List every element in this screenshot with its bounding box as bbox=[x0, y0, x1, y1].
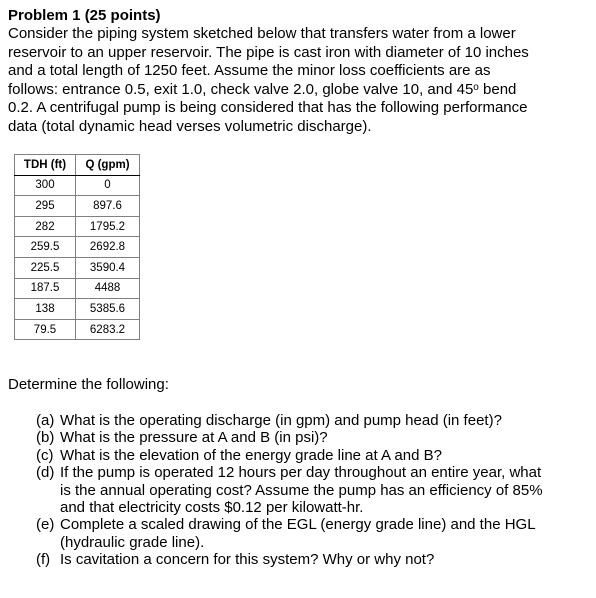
determine-heading: Determine the following: bbox=[8, 376, 169, 393]
question-line: What is the pressure at A and B (in psi)? bbox=[60, 429, 328, 447]
question-line: (hydraulic grade line). bbox=[60, 533, 205, 551]
statement-line-with-degree bbox=[8, 81, 593, 100]
question-label: (e) bbox=[36, 516, 55, 534]
table-row bbox=[15, 196, 140, 217]
question-text bbox=[60, 447, 591, 464]
table-row bbox=[15, 257, 140, 278]
table-row bbox=[15, 175, 140, 196]
question-item bbox=[36, 516, 591, 551]
table-row bbox=[15, 237, 140, 258]
question-label: (b) bbox=[36, 429, 55, 447]
tdh-cell: 138 bbox=[15, 299, 76, 320]
tdh-cell: 295 bbox=[15, 196, 76, 217]
statement-line-text: follows: entrance 0.5, exit 1.0, check valve 2.0, globe valve 10, and 45 bbox=[8, 80, 474, 98]
question-label: (d) bbox=[36, 464, 55, 482]
question-label: (c) bbox=[36, 446, 54, 464]
question-label: (a) bbox=[36, 412, 55, 429]
bend-text: bend bbox=[478, 80, 517, 98]
pump-performance-table bbox=[14, 154, 140, 340]
column-header-q: Q (gpm) bbox=[76, 155, 140, 176]
tdh-cell: 79.5 bbox=[15, 319, 76, 340]
question-line: Is cavitation a concern for this system? Why or why not? bbox=[60, 551, 435, 569]
question-line: and that electricity costs $0.12 per kilowatt-hr. bbox=[60, 499, 364, 517]
question-item bbox=[36, 447, 591, 464]
problem-statement bbox=[8, 25, 593, 136]
table-row bbox=[15, 299, 140, 320]
q-cell: 6283.2 bbox=[76, 319, 140, 340]
question-text bbox=[60, 464, 591, 516]
question-line: If the pump is operated 12 hours per day throughout an entire year, what bbox=[60, 464, 542, 482]
tdh-cell: 259.5 bbox=[15, 237, 76, 258]
question-label: (f) bbox=[36, 551, 51, 569]
table-row bbox=[15, 319, 140, 340]
q-cell: 4488 bbox=[76, 278, 140, 299]
tdh-cell: 187.5 bbox=[15, 278, 76, 299]
statement-line: reservoir to an upper reservoir. The pipe is cast iron with diameter of 10 inches bbox=[8, 43, 529, 61]
question-line: What is the operating discharge (in gpm) and pump head (in feet)? bbox=[60, 412, 502, 429]
statement-line: 0.2. A centrifugal pump is being considered that has the following performance bbox=[8, 99, 528, 116]
question-item bbox=[36, 551, 591, 568]
statement-line: data (total dynamic head verses volumetric discharge). bbox=[8, 117, 372, 135]
question-line: is the annual operating cost? Assume the pump has an efficiency of 85% bbox=[60, 481, 543, 499]
question-item bbox=[36, 412, 591, 429]
question-text bbox=[60, 412, 591, 429]
q-cell: 0 bbox=[76, 175, 140, 196]
question-item bbox=[36, 464, 591, 516]
question-line: Complete a scaled drawing of the EGL (energy grade line) and the HGL bbox=[60, 516, 536, 534]
statement-line: Consider the piping system sketched below that transfers water from a lower bbox=[8, 25, 516, 42]
degree-symbol: o bbox=[473, 81, 479, 93]
q-cell: 3590.4 bbox=[76, 257, 140, 278]
question-list bbox=[36, 412, 591, 569]
table-row bbox=[15, 278, 140, 299]
table-header-row bbox=[15, 155, 140, 176]
question-item bbox=[36, 429, 591, 446]
tdh-cell: 300 bbox=[15, 175, 76, 196]
q-cell: 2692.8 bbox=[76, 237, 140, 258]
tdh-cell: 225.5 bbox=[15, 257, 76, 278]
table-row bbox=[15, 216, 140, 237]
question-text bbox=[60, 429, 591, 446]
q-cell: 5385.6 bbox=[76, 299, 140, 320]
tdh-cell: 282 bbox=[15, 216, 76, 237]
question-text bbox=[60, 516, 591, 551]
q-cell: 1795.2 bbox=[76, 216, 140, 237]
statement-line: and a total length of 1250 feet. Assume the minor loss coefficients are as bbox=[8, 62, 491, 79]
question-text bbox=[60, 551, 591, 568]
q-cell: 897.6 bbox=[76, 196, 140, 217]
problem-title: Problem 1 (25 points) bbox=[8, 7, 161, 24]
question-line: What is the elevation of the energy grade line at A and B? bbox=[60, 446, 442, 464]
column-header-tdh: TDH (ft) bbox=[15, 155, 76, 176]
